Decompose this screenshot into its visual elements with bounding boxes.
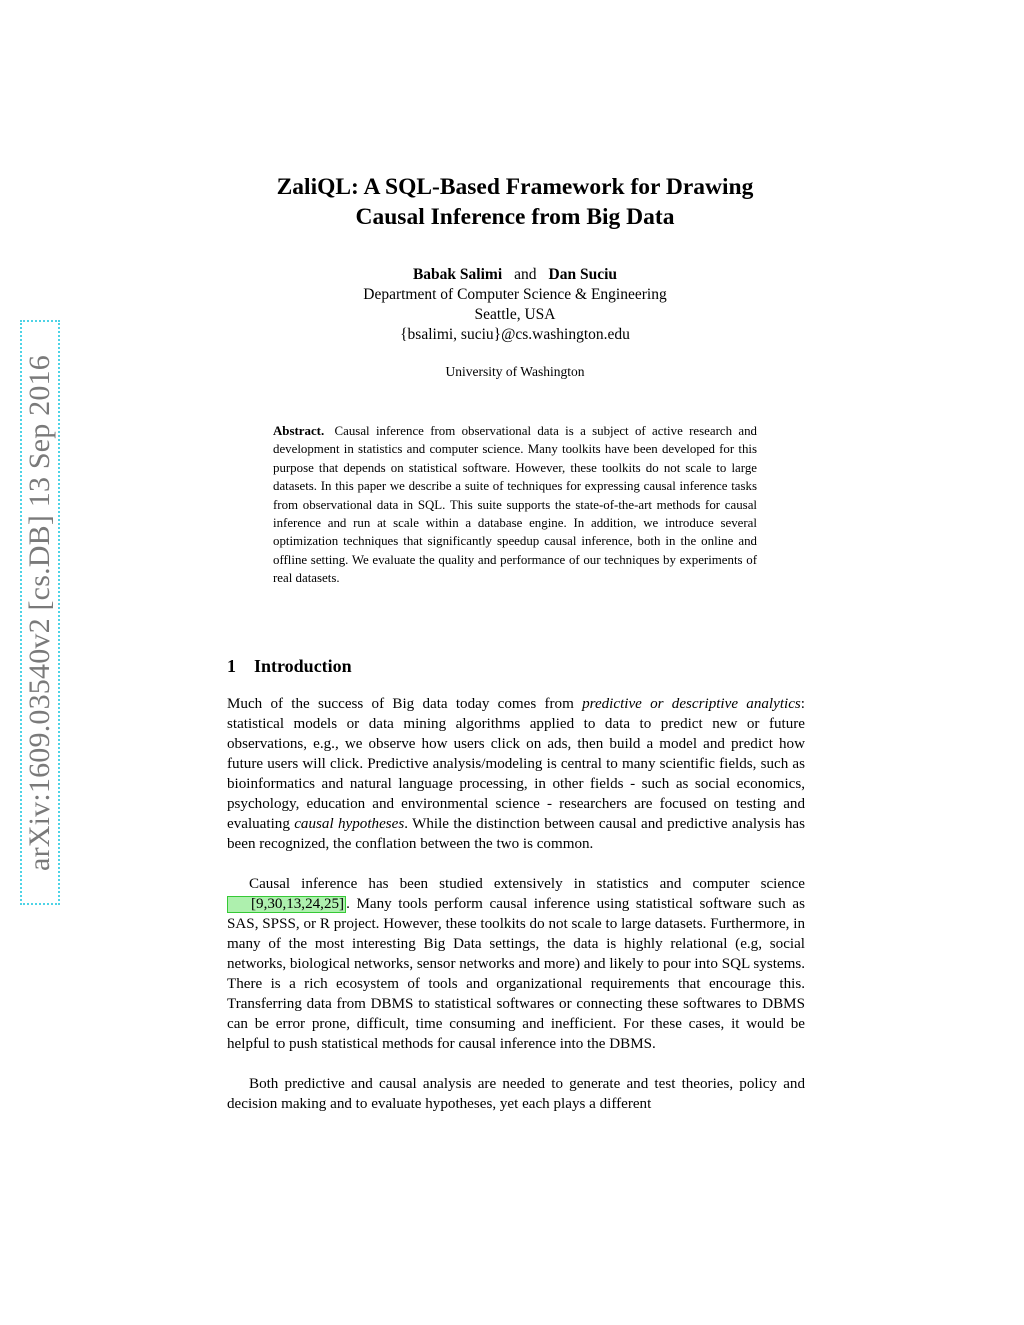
title-line-2: Causal Inference from Big Data [355,204,675,230]
paragraph-2-text-b: . Many tools perform causal inference using statistical software such as SAS, SPSS, or R project. However, these toolkits do not scale to large datasets. Furthermore, in many of the most interesting Big Data settings, the data is highly relational (e.g, social networks, biological networks, sensor networks and more) and likely to pour into SQL systems. There is a rich ecosystem of tools and organizational requirements that encourage this. Transferring data from DBMS to statistical softwares or connecting these softwares to DBMS can be error prone, difficult, time consuming and inefficient. For these cases, it would be helpful to push statistical methods for causal inference into the DBMS. [227,896,805,1052]
abstract-label: Abstract. [273,424,325,438]
paragraph-1-text-a: Much of the success of Big data today comes from [227,696,583,712]
abstract-text: Causal inference from observational data is a subject of active research and development in statistics and computer science. Many toolkits have been developed for this purpose that depends on statistical software. However, these toolkits do not scale to large datasets. In this paper we describe a suite of techniques for expressing causal inference tasks from observational data in SQL. This suite supports the state-of-the-art methods for causal inference and run at scale within a database engine. In addition, we introduce several optimization techniques that significantly speedup causal inference, both in the online and offline setting. We evaluate the quality and performance of our techniques by experiments of real datasets. [273,424,757,586]
paper-title [180,172,850,232]
arxiv-identifier-link[interactable] [20,320,60,905]
citation-link[interactable]: [9,30,13,24,25] [227,896,346,913]
paragraph-3: Both predictive and causal analysis are needed to generate and test theories, policy and decision making and to evaluate hypotheses, yet each plays a different [227,1076,805,1112]
paragraph-2 [227,874,805,1054]
paragraph-1-text-b: : statistical models or data mining algorithms applied to data to predict new or future observations, e.g., we observe how users click on ads, then build a model and predict how future users will click. Predictive analysis/modeling is central to many scientific fields, such as bioinformatics and natural language processing, in other fields - such as social economics, psychology, education and environmental science - researchers are focused on testing and evaluating [227,696,805,832]
affiliation-location: Seattle, USA [474,306,556,323]
author-1: Babak Salimi [412,266,503,283]
affiliation-emails: {bsalimi, suciu}@cs.washington.edu [400,326,630,343]
author-line [0,265,1024,285]
affiliation-department: Department of Computer Science & Engineering [363,286,667,303]
author-2: Dan Suciu [548,266,618,283]
paragraph-1-emphasis-a: predictive or descriptive analytics [582,696,801,712]
paragraph-1 [227,694,805,854]
section-heading [227,654,352,678]
paragraph-1-emphasis-b: causal hypotheses [294,816,405,832]
section-title: Introduction [254,656,352,676]
abstract [273,422,757,588]
affiliation-university: University of Washington [445,364,585,379]
author-conjunction: and [514,266,537,283]
section-number: 1 [227,656,236,676]
paragraph-1-text-c: . While the distinction between causal and predictive analysis has been recognized, the conflation between the two is common. [227,816,805,852]
paragraph-2-text-a: Causal inference has been studied extensively in statistics and computer science [249,876,805,892]
title-line-1: ZaliQL: A SQL-Based Framework for Drawing [276,174,754,200]
arxiv-identifier[interactable]: arXiv:1609.03540v2 [cs.DB] 13 Sep 2016 [23,354,56,871]
